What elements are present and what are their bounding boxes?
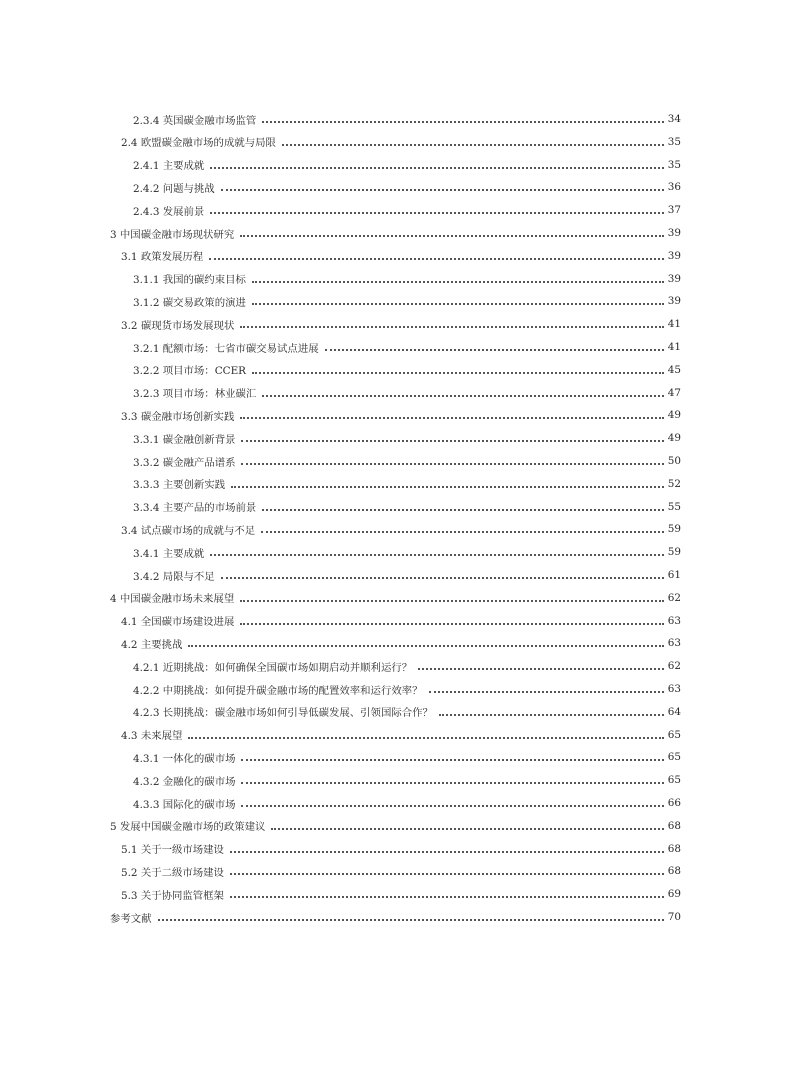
toc-page-number: 68 <box>667 842 681 855</box>
toc-entry[interactable] <box>0 883 793 905</box>
toc-entry[interactable] <box>0 655 793 677</box>
toc-page-number: 34 <box>667 113 681 125</box>
toc-entry-title: 2.4.2 问题与挑战 <box>133 182 215 195</box>
toc-leader-dots <box>241 782 664 784</box>
toc-leader-dots <box>241 440 664 442</box>
toc-leader-dots <box>241 463 664 465</box>
toc-leader-dots <box>240 235 664 237</box>
toc-entry[interactable] <box>0 587 793 609</box>
toc-page-number: 39 <box>667 227 681 239</box>
toc-leader-dots <box>158 919 664 921</box>
toc-entry-title: 2.4.1 主要成就 <box>133 160 205 173</box>
toc-entry[interactable] <box>0 382 793 404</box>
toc-entry-title: 4.3.3 国际化的碳市场 <box>133 798 236 811</box>
toc-leader-dots <box>210 554 664 556</box>
toc-entry[interactable] <box>0 746 793 768</box>
toc-entry[interactable] <box>0 313 793 335</box>
toc-leader-dots <box>209 258 664 260</box>
toc-entry-title: 5.1 关于一级市场建设 <box>121 844 224 857</box>
toc-leader-dots <box>221 577 664 579</box>
toc-entry-title: 5 发展中国碳金融市场的政策建议 <box>110 821 266 834</box>
toc-entry-title: 4.2.1 近期挑战：如何确保全国碳市场如期启动并顺利运行？ <box>133 661 413 674</box>
toc-entry[interactable] <box>0 541 793 563</box>
toc-entry-title: 3.1.1 我国的碳约束目标 <box>133 274 246 287</box>
toc-entry[interactable] <box>0 290 793 312</box>
toc-leader-dots <box>230 851 664 853</box>
toc-entry-title: 5.3 关于协同监管框架 <box>121 889 224 902</box>
toc-entry-title: 3.3.2 碳金融产品谱系 <box>133 456 236 469</box>
toc-entry-title: 3.2.2 项目市场：CCER <box>133 365 247 378</box>
toc-leader-dots <box>439 714 664 716</box>
toc-entry-title: 3.3 碳金融市场创新实践 <box>121 410 235 423</box>
toc-entry-title: 3.2.3 项目市场：林业碳汇 <box>133 388 257 401</box>
toc-entry-title: 3.4.1 主要成就 <box>133 547 205 560</box>
toc-leader-dots <box>271 828 664 830</box>
toc-entry-title: 3.3.3 主要创新实践 <box>133 479 226 492</box>
toc-entry[interactable] <box>0 724 793 746</box>
toc-entry-title: 4.2.3 长期挑战：碳金融市场如何引导低碳发展、引领国际合作？ <box>133 707 433 720</box>
toc-entry-title: 4.2.2 中期挑战：如何提升碳金融市场的配置效率和运行效率？ <box>133 684 423 697</box>
toc-entry[interactable] <box>0 268 793 290</box>
toc-leader-dots <box>231 486 664 488</box>
toc-entry[interactable] <box>0 518 793 540</box>
toc-entry[interactable] <box>0 610 793 632</box>
toc-entry[interactable] <box>0 792 793 814</box>
toc-leader-dots <box>282 144 664 146</box>
toc-entry[interactable] <box>0 815 793 837</box>
toc-leader-dots <box>230 896 664 898</box>
toc-entry[interactable] <box>0 176 793 198</box>
toc-leader-dots <box>261 531 664 533</box>
toc-leader-dots <box>325 349 664 351</box>
toc-leader-dots <box>230 873 664 875</box>
toc-leader-dots <box>418 668 664 670</box>
toc-page-number: 62 <box>667 591 681 604</box>
toc-leader-dots <box>240 600 664 602</box>
toc-entry-title: 3 中国碳金融市场现状研究 <box>110 228 235 241</box>
toc-leader-dots <box>252 372 664 374</box>
toc-entry-title: 3.4 试点碳市场的成就与不足 <box>121 524 256 537</box>
toc-entry[interactable] <box>0 473 793 495</box>
toc-entry[interactable] <box>0 131 793 153</box>
toc-page-number: 63 <box>667 637 681 650</box>
toc-entry-title: 参考文献 <box>110 912 152 925</box>
toc-page-number: 68 <box>667 865 681 878</box>
toc-entry[interactable] <box>0 199 793 221</box>
toc-entry[interactable] <box>0 564 793 586</box>
toc-page-number: 59 <box>667 546 681 559</box>
toc-leader-dots <box>262 121 664 123</box>
toc-entry[interactable] <box>0 154 793 176</box>
toc-entry-title: 3.1 政策发展历程 <box>121 251 204 264</box>
toc-page-number: 47 <box>667 386 681 399</box>
toc-page-number: 49 <box>667 432 681 445</box>
toc-leader-dots <box>241 805 664 807</box>
toc-entry[interactable] <box>0 906 793 928</box>
toc-page-number: 41 <box>667 341 681 353</box>
toc-page-number: 35 <box>667 135 681 148</box>
toc-leader-dots <box>221 189 664 191</box>
toc-entry-title: 2.4.3 发展前景 <box>133 205 205 218</box>
toc-entry-title: 5.2 关于二级市场建设 <box>121 866 224 879</box>
toc-page-number: 50 <box>667 455 681 467</box>
toc-entry[interactable] <box>0 678 793 700</box>
toc-entry[interactable] <box>0 359 793 381</box>
toc-page-number: 55 <box>667 500 681 513</box>
toc-entry-title: 4.1 全国碳市场建设进展 <box>121 616 235 629</box>
toc-page-number: 35 <box>667 158 681 171</box>
toc-entry-title: 4.3 未来展望 <box>121 730 183 743</box>
toc-entry[interactable] <box>0 450 793 472</box>
toc-entry-title: 4.3.2 金融化的碳市场 <box>133 775 236 788</box>
toc-entry-title: 3.3.1 碳金融创新背景 <box>133 433 236 446</box>
toc-leader-dots <box>241 759 664 761</box>
toc-page-number: 65 <box>667 728 681 741</box>
toc-entry[interactable] <box>0 632 793 654</box>
toc-leader-dots <box>252 303 664 305</box>
toc-entry-title: 3.2 碳现货市场发展现状 <box>121 319 235 332</box>
toc-entry[interactable] <box>0 860 793 882</box>
toc-page-number: 65 <box>667 774 681 787</box>
toc-page-number: 69 <box>667 888 681 901</box>
toc-entry-title: 4.2 主要挑战 <box>121 638 183 651</box>
toc-entry-title: 3.4.2 局限与不足 <box>133 570 215 583</box>
toc-entry-title: 2.4 欧盟碳金融市场的成就与局限 <box>121 137 276 150</box>
toc-entry[interactable] <box>0 245 793 267</box>
toc-page-number: 63 <box>667 614 681 627</box>
toc-entry[interactable] <box>0 838 793 860</box>
toc-entry-title: 3.3.4 主要产品的市场前景 <box>133 502 257 515</box>
toc-page-number: 52 <box>667 477 681 490</box>
toc-page-number: 68 <box>667 819 681 832</box>
toc-leader-dots <box>262 509 664 511</box>
toc-page-number: 45 <box>667 363 681 376</box>
toc-entry[interactable] <box>0 769 793 791</box>
toc-leader-dots <box>210 167 664 169</box>
toc-page-number: 70 <box>667 911 681 923</box>
toc-entry[interactable] <box>0 496 793 518</box>
toc-entry[interactable] <box>0 427 793 449</box>
toc-leader-dots <box>240 326 664 328</box>
toc-entry-title: 4.3.1 一体化的碳市场 <box>133 752 236 765</box>
toc-page-number: 61 <box>667 569 681 581</box>
toc-page-number: 64 <box>667 705 681 718</box>
toc-entry[interactable] <box>0 108 793 130</box>
toc-leader-dots <box>210 212 664 214</box>
toc-page-number: 37 <box>667 204 681 217</box>
toc-page-number: 62 <box>667 660 681 673</box>
toc-entry[interactable] <box>0 222 793 244</box>
toc-page-number: 66 <box>667 797 681 809</box>
toc-page-number: 39 <box>667 249 681 262</box>
toc-entry-title: 3.1.2 碳交易政策的演进 <box>133 296 246 309</box>
toc-page-number: 63 <box>667 683 681 695</box>
toc-entry[interactable] <box>0 404 793 426</box>
toc-entry-title: 2.3.4 英国碳金融市场监管 <box>133 114 257 127</box>
toc-entry[interactable] <box>0 336 793 358</box>
toc-page-number: 41 <box>667 318 681 331</box>
toc-page-number: 59 <box>667 523 681 536</box>
toc-entry[interactable] <box>0 701 793 723</box>
toc-page-number: 49 <box>667 409 681 422</box>
toc-leader-dots <box>188 645 664 647</box>
toc-leader-dots <box>240 623 664 625</box>
toc-page-number: 39 <box>667 272 681 285</box>
toc-leader-dots <box>262 395 664 397</box>
toc-leader-dots <box>252 281 664 283</box>
toc-page-number: 39 <box>667 295 681 308</box>
toc-leader-dots <box>429 691 664 693</box>
toc-page-number: 65 <box>667 751 681 764</box>
toc-page-number: 36 <box>667 181 681 194</box>
toc-entry-title: 3.2.1 配额市场：七省市碳交易试点进展 <box>133 342 319 355</box>
toc-leader-dots <box>240 417 664 419</box>
toc-entry-title: 4 中国碳金融市场未来展望 <box>110 593 235 606</box>
toc-leader-dots <box>188 737 664 739</box>
